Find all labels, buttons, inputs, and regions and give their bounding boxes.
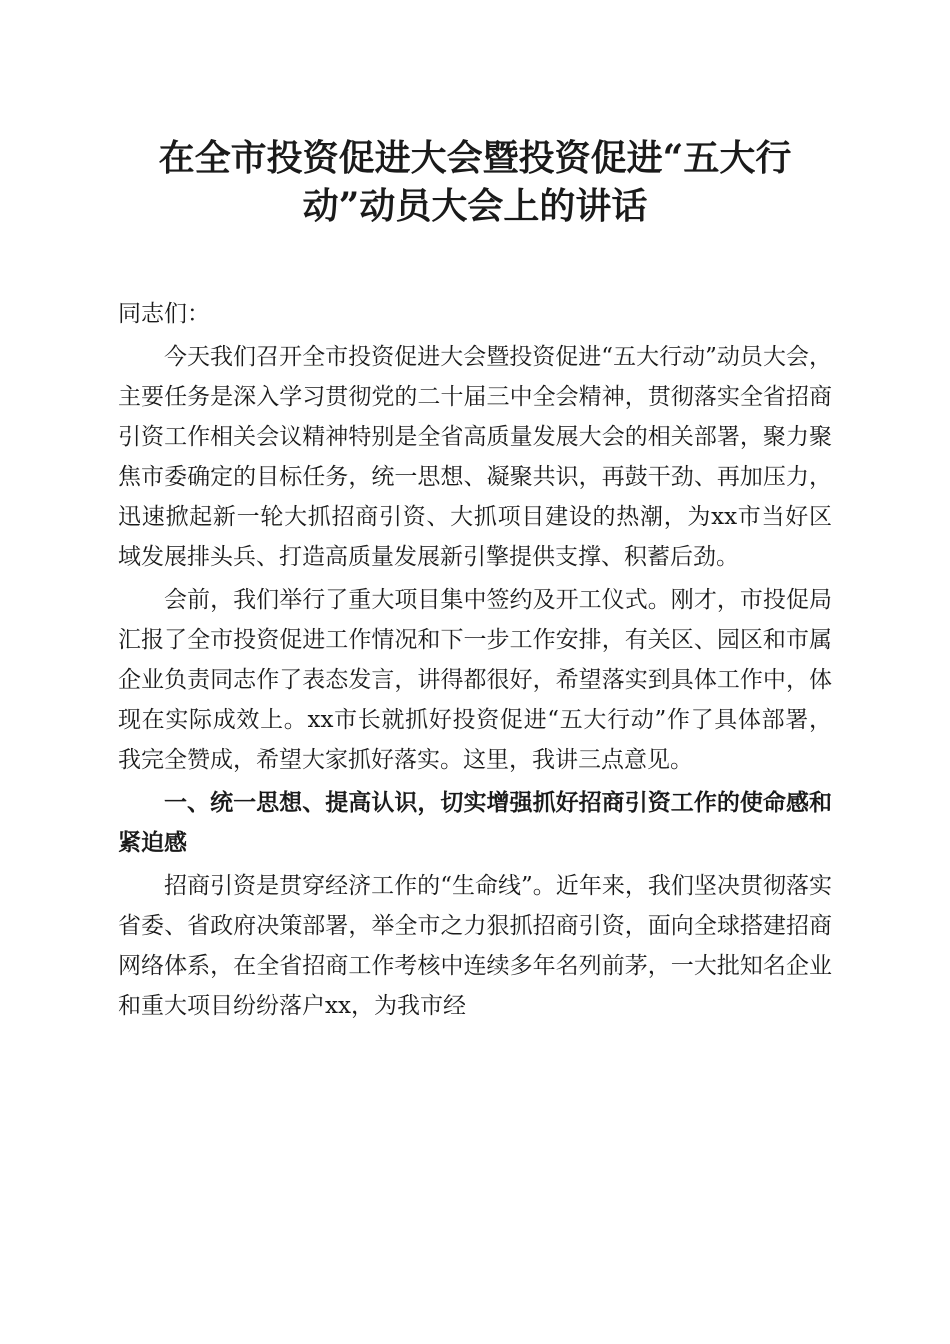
paragraph-section-1: 招商引资是贯穿经济工作的“生命线”。近年来，我们坚决贯彻落实省委、省政府决策部署，举全市之力狠抓招商引资，面向全球搭建招商网络体系，在全省招商工作考核中连续多年名列前茅，一大批知名企业和重大项目纷纷落户xx，为我市经 <box>118 873 832 1019</box>
paragraph-meeting: 会前，我们举行了重大项目集中签约及开工仪式。刚才，市投促局汇报了全市投资促进工作情况和下一步工作安排，有关区、园区和市属企业负责同志作了表态发言，讲得都很好，希望落实到具体工作中，体现在实际成效上。xx市长就抓好投资促进“五大行动”作了具体部署，我完全赞成，希望大家抓好落实。这里，我讲三点意见。 <box>118 587 832 773</box>
paragraph-intro: 今天我们召开全市投资促进大会暨投资促进“五大行动”动员大会，主要任务是深入学习贯彻党的二十届三中全会精神，贯彻落实全省招商引资工作相关会议精神特别是全省高质量发展大会的相关部署，聚力聚焦市委确定的目标任务，统一思想、凝聚共识，再鼓干劲、再加压力，迅速掀起新一轮大抓招商引资、大抓项目建设的热潮，为xx市当好区域发展排头兵、打造高质量发展新引擎提供支撑、积蓄后劲。 <box>118 344 832 570</box>
salutation: 同志们： <box>118 301 210 327</box>
section-heading-1: 一、统一思想、提高认识，切实增强抓好招商引资工作的使命感和紧迫感 <box>118 790 832 856</box>
document-title: 在全市投资促进大会暨投资促进“五大行动”动员大会上的讲话 <box>158 137 792 227</box>
